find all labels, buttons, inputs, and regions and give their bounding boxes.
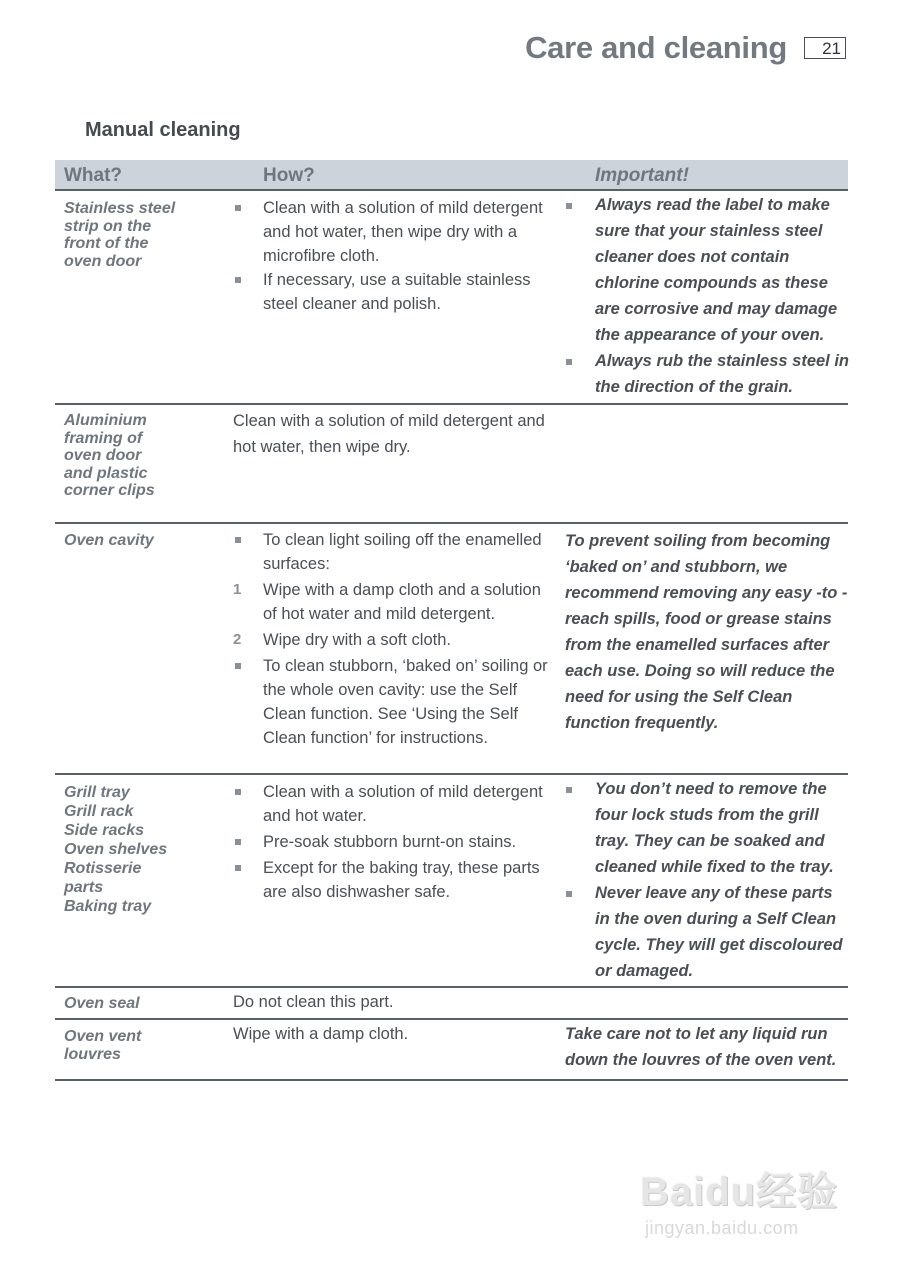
list-item: If necessary, use a suitable stainless steel cleaner and polish. [233, 268, 553, 316]
row-important: Take care not to let any liquid run down the louvres of the oven vent. [565, 1025, 837, 1069]
row-how: Wipe with a damp cloth. [233, 1025, 409, 1043]
row-what: Oven cavity [64, 532, 154, 549]
row-important [565, 192, 850, 400]
list-item: Never leave any of these parts in the oven during a Self Clean cycle. They will get discoloured or damaged. [565, 880, 850, 984]
list-item: 1 Wipe with a damp cloth and a solution of hot water and mild detergent. [233, 581, 541, 623]
watermark-url: jingyan.baidu.com [645, 1218, 799, 1238]
row-how: Do not clean this part. [233, 993, 394, 1011]
list-item: To clean stubborn, ‘baked on’ soiling or the whole oven cavity: use the Self Clean function. See ‘Using the Self Clean function’ for instructions. [233, 654, 553, 750]
list-item: Pre-soak stubborn burnt-on stains. [233, 830, 553, 854]
list-item: To clean light soiling off the enamelled surfaces: [233, 528, 553, 576]
page-title: Care and cleaning [525, 30, 787, 65]
row-what: Stainless steel strip on the front of the oven door [64, 200, 176, 270]
header-how: How? [263, 165, 315, 186]
watermark-brand: Baidu经验 [640, 1170, 839, 1214]
table-row [55, 1020, 848, 1081]
table-row [55, 405, 848, 524]
row-what: Oven seal [64, 995, 140, 1012]
table-row [55, 775, 848, 988]
header-important: Important! [595, 165, 689, 186]
table-header [55, 160, 848, 191]
list-item: Always read the label to make sure that your stainless steel cleaner does not contain chlorine compounds as these are corrosive and may damage the appearance of your oven. [565, 192, 850, 348]
row-important: To prevent soiling from becoming ‘baked on’ and stubborn, we recommend removing any easy -to -reach spills, food or grease stains from the enamelled surfaces after each use. Doing so will reduce the need for using the Self Clean function frequently. [565, 532, 848, 732]
row-what: Aluminium framing of oven door and plastic corner clips [64, 412, 155, 499]
page-number: 21 [804, 37, 846, 59]
row-how [233, 196, 553, 316]
list-item: Always rub the stainless steel in the direction of the grain. [565, 348, 850, 400]
row-how: Clean with a solution of mild detergent and hot water, then wipe dry. [233, 412, 545, 456]
list-item: 2 Wipe dry with a soft cloth. [233, 631, 451, 649]
table-row [55, 191, 848, 405]
row-how [233, 528, 553, 750]
list-item: Except for the baking tray, these parts are also dishwasher safe. [233, 856, 553, 904]
row-what: Oven vent louvres [64, 1028, 142, 1063]
list-item: Clean with a solution of mild detergent and hot water. [233, 780, 553, 828]
table-row [55, 524, 848, 775]
row-what: Grill tray Grill rack Side racks Oven shelves Rotisserie parts Baking tray [64, 784, 168, 915]
header-what: What? [64, 165, 123, 186]
section-title: Manual cleaning [85, 119, 241, 141]
row-important [565, 776, 850, 984]
watermark [640, 1140, 855, 1250]
list-item: You don’t need to remove the four lock studs from the grill tray. They can be soaked and cleaned while fixed to the tray. [565, 776, 850, 880]
row-how [233, 780, 553, 904]
cleaning-table [55, 160, 848, 1081]
list-item: Clean with a solution of mild detergent and hot water, then wipe dry with a microfibre cloth. [233, 196, 553, 268]
table-row [55, 988, 848, 1020]
